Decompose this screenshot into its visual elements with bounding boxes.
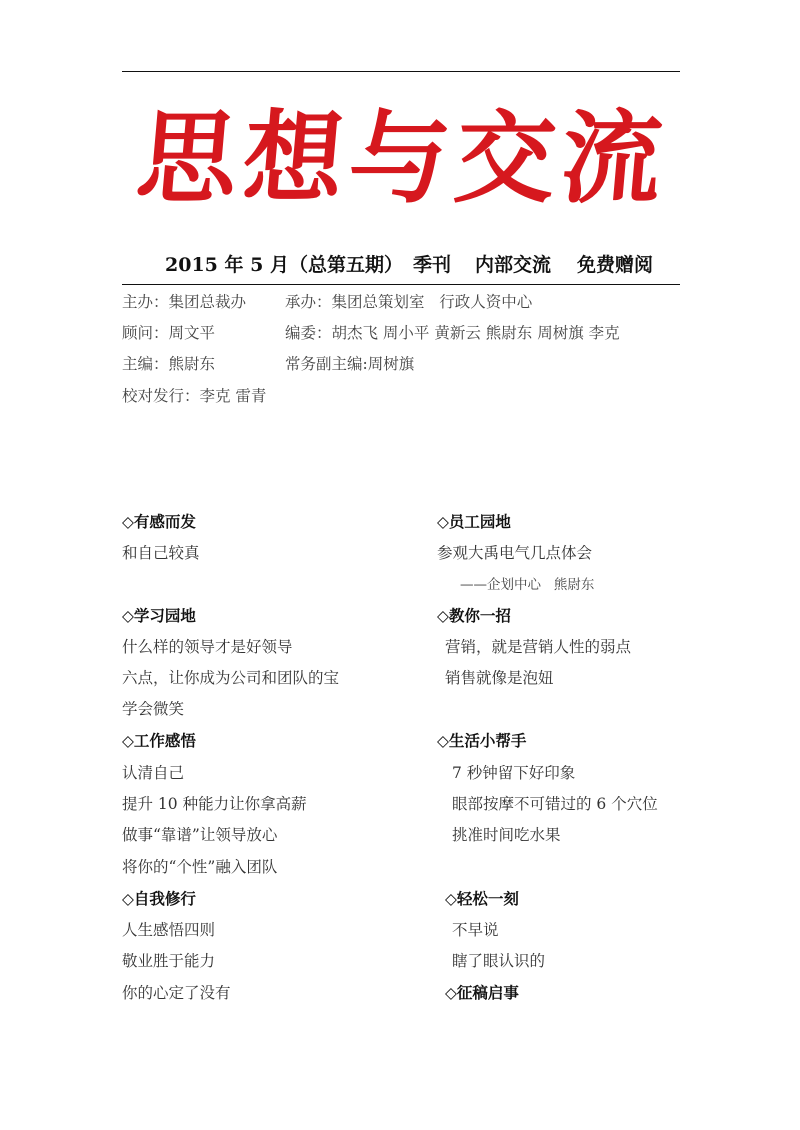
magazine-title-logo: 思想与交流 (132, 99, 673, 217)
section-heading: ◇征稿启事 (445, 983, 519, 1002)
top-rule (122, 71, 680, 72)
section-heading: ◇轻松一刻 (445, 889, 519, 908)
contents-byline: ——企划中心 熊尉东 (460, 577, 595, 593)
issue-date: 2015 年 5 月（总第五期） (165, 254, 403, 276)
section-heading: ◇学习园地 (122, 606, 196, 625)
contents-item: 学会微笑 (122, 700, 185, 718)
contents-item: 和自己较真 (122, 544, 200, 562)
circulation-label: 内部交流 (475, 254, 552, 276)
contents-item: 做事“靠谱”让领导放心 (122, 826, 278, 844)
contents-item: 不早说 (452, 921, 499, 939)
contents-item: 7 秒钟留下好印象 (452, 764, 576, 782)
frequency-label: 季刊 (413, 254, 452, 276)
credit-organizer: 承办：集团总策划室 行政人资中心 (285, 293, 533, 311)
contents-item: 人生感悟四则 (122, 921, 216, 939)
contents-item: 你的心定了没有 (122, 984, 231, 1002)
section-heading: ◇生活小帮手 (437, 731, 527, 750)
contents-item: 瞎了眼认识的 (452, 952, 546, 970)
contents-item: 将你的“个性”融入团队 (122, 858, 278, 876)
credit-editorial-board: 编委：胡杰飞 周小平 黄新云 熊尉东 周树旗 李克 (285, 324, 620, 342)
credit-advisor: 顾问：周文平 (122, 324, 216, 342)
credit-chief-editor: 主编：熊尉东 (122, 355, 216, 373)
contents-item: 什么样的领导才是好领导 (122, 638, 293, 656)
contents-item: 参观大禹电气几点体会 (437, 544, 593, 562)
masthead-rule (122, 284, 680, 285)
section-heading: ◇员工园地 (437, 512, 511, 531)
credit-executive-deputy-editor: 常务副主编:周树旗 (285, 355, 415, 373)
contents-item: 六点，让你成为公司和团队的宝 (122, 669, 340, 687)
section-heading: ◇教你一招 (437, 606, 511, 625)
contents-item: 认清自己 (122, 764, 185, 782)
contents-item: 营销，就是营销人性的弱点 (445, 638, 632, 656)
section-heading: ◇自我修行 (122, 889, 196, 908)
section-heading: ◇工作感悟 (122, 731, 196, 750)
price-label: 免费赠阅 (577, 254, 654, 276)
contents-item: 提升 10 种能力让你拿高薪 (122, 795, 307, 813)
credit-proofreading: 校对发行：李克 雷青 (122, 387, 267, 405)
section-heading: ◇有感而发 (122, 512, 196, 531)
contents-item: 挑准时间吃水果 (452, 826, 561, 844)
contents-item: 销售就像是泡妞 (445, 669, 554, 687)
credit-sponsor: 主办：集团总裁办 (122, 293, 247, 311)
contents-item: 敬业胜于能力 (122, 952, 216, 970)
contents-item: 眼部按摩不可错过的 6 个穴位 (452, 795, 658, 813)
